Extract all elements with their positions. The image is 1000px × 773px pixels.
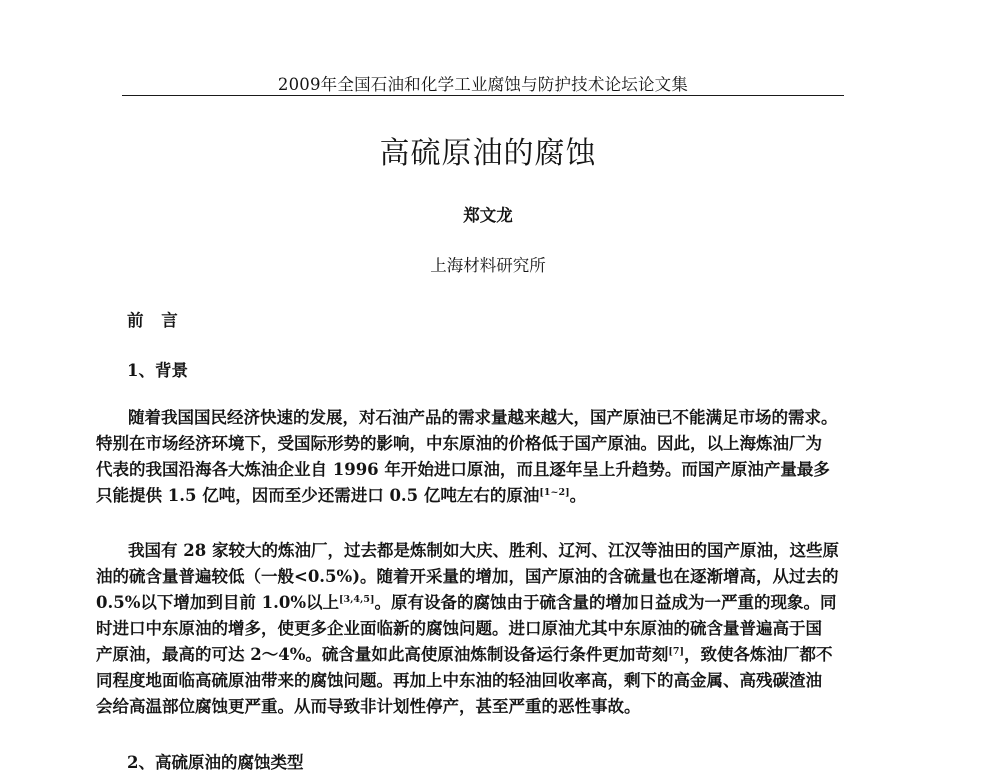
- paragraph-background-1: [96, 405, 896, 509]
- paragraph-line: [96, 642, 896, 668]
- section-heading-corrosion-types: 2、高硫原油的腐蚀类型: [127, 753, 304, 772]
- paragraph-line: 同程度地面临高硫原油带来的腐蚀问题。再加上中东油的轻油回收率高，剩下的高金属、高残碳渣油: [96, 671, 822, 690]
- paragraph-line: 时进口中东原油的增多，使更多企业面临新的腐蚀问题。进口原油尤其中东原油的硫含量普遍高于国: [96, 619, 822, 638]
- citation-marker: [3,4,5]: [339, 594, 375, 605]
- author-name: 郑文龙: [463, 206, 513, 225]
- paragraph-line: 特别在市场经济环境下，受国际形势的影响，中东原油的价格低于国产原油。因此，以上海炼油厂为: [96, 434, 822, 453]
- author-affiliation: 上海材料研究所: [430, 256, 546, 275]
- paragraph-text: 。原有设备的腐蚀由于硫含量的增加日益成为一严重的现象。同: [374, 593, 837, 612]
- paragraph-line: 随着我国国民经济快速的发展，对石油产品的需求量越来越大，国产原油已不能满足市场的需求。: [128, 408, 838, 427]
- paragraph-line: 油的硫含量普遍较低（一般<0.5%)。随着开采量的增加，国产原油的含硫量也在逐渐增高，从过去的: [96, 567, 839, 586]
- paragraph-text: 0.5%以下增加到目前 1.0%以上: [96, 593, 340, 612]
- paragraph-background-2: [96, 538, 896, 720]
- citation-marker: [1~2]: [539, 487, 570, 498]
- paragraph-line: 我国有 28 家较大的炼油厂，过去都是炼制如大庆、胜利、辽河、江汉等油田的国产原油，这些原: [128, 541, 839, 560]
- header-rule: [122, 95, 844, 96]
- citation-marker: [7]: [668, 646, 684, 657]
- paragraph-text: ，致使各炼油厂都不: [684, 645, 833, 664]
- paragraph-line: 会给高温部位腐蚀更严重。从而导致非计划性停产，甚至严重的恶性事故。: [96, 697, 641, 716]
- paragraph-line: [96, 590, 896, 616]
- paragraph-line: 代表的我国沿海各大炼油企业自 1996 年开始进口原油，而且逐年呈上升趋势。而国产原油产量最多: [96, 460, 830, 479]
- running-header: 2009年全国石油和化学工业腐蚀与防护技术论坛论文集: [277, 75, 689, 94]
- paragraph-line: [96, 483, 896, 509]
- section-heading-preface: 前 言: [127, 311, 184, 330]
- section-heading-background: 1、背景: [127, 361, 188, 380]
- paper-title: 高硫原油的腐蚀: [379, 136, 597, 171]
- paragraph-text: 只能提供 1.5 亿吨，因而至少还需进口 0.5 亿吨左右的原油: [96, 486, 540, 505]
- paragraph-text: 。: [569, 486, 587, 505]
- paragraph-text: 产原油，最高的可达 2～4%。硫含量如此高使原油炼制设备运行条件更加苛刻: [96, 645, 669, 664]
